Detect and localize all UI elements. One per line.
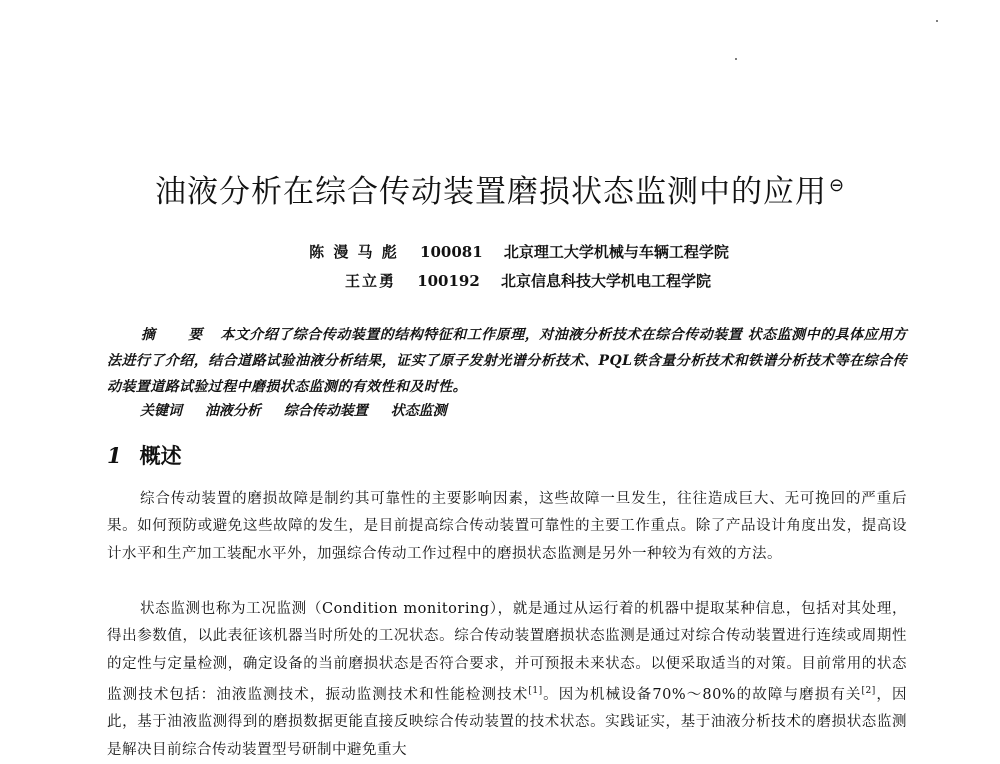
keyword-item: 油液分析 (204, 403, 261, 419)
author-names: 陈 漫 马 彪 (309, 243, 399, 261)
title-text: 油液分析在综合传动装置磨损状态监测中的应用 (154, 174, 827, 210)
body-paragraph-2 (107, 596, 907, 764)
section-title: 概述 (139, 444, 182, 468)
author-zip: 100192 (417, 272, 480, 290)
scan-speck (735, 58, 737, 60)
author-line-2 (0, 267, 1000, 296)
scan-speck (936, 20, 938, 22)
paragraph-text-part: 。因为机械设备70%～80%的故障与磨损有关 (542, 687, 862, 704)
author-names: 王立勇 (344, 272, 396, 290)
abstract-text: 本文介绍了综合传动装置的结构特征和工作原理，对油液分析技术在综合传动装置 状态监测中的具体应用方法进行了介绍，结合道路试验油液分析结果，证实了原子发射光谱分析技术、PQL铁含量分析技术和铁谱分析技术等在综合传动装置道路试验过程中磨损状态监测的有效性和及时性。 (107, 327, 908, 395)
author-affiliation: 北京理工大学机械与车辆工程学院 (503, 243, 729, 261)
abstract (107, 322, 907, 400)
keyword-item: 状态监测 (390, 403, 447, 419)
section-number: 1 (107, 443, 122, 468)
keyword-item: 综合传动装置 (283, 403, 368, 419)
keywords (140, 400, 447, 420)
paper-title (0, 166, 1000, 211)
author-affiliation: 北京信息科技大学机电工程学院 (501, 272, 712, 290)
citation-ref: [2] (861, 686, 876, 697)
paragraph-text (107, 596, 907, 764)
body-paragraph-1 (107, 486, 907, 568)
keywords-label: 关键词 (140, 403, 182, 419)
paragraph-text: 综合传动装置的磨损故障是制约其可靠性的主要影响因素，这些故障一旦发生，往往造成巨大、无可挽回的严重后果。如何预防或避免这些故障的发生，是目前提高综合传动装置可靠性的主要工作重点。除了产品设计角度出发，提高设计水平和生产加工装配水平外，加强综合传动工作过程中的磨损状态监测是另外一种较为有效的方法。 (107, 491, 907, 562)
author-block (0, 238, 1000, 296)
section-heading (107, 440, 182, 470)
paragraph-text-part: ，因此，基于油液监测得到的磨损数据更能直接反映综合传动装置的技术状态。实践证实，基于油液分析技术的磨损状态监测是解决目前综合传动装置型号研制中避免重大 (107, 687, 907, 758)
footnote-mark-icon: ⊖ (828, 174, 846, 196)
citation-ref: [1] (528, 686, 543, 697)
author-line-1 (0, 238, 1000, 267)
author-zip: 100081 (420, 243, 483, 261)
paragraph-text-part: 状态监测也称为工况监测（Condition monitoring），就是通过从运行着的机器中提取某种信息，包括对其处理，得出参数值，以此表征该机器当时所处的工况状态。综合传动装置磨损状态监测是通过对综合传动装置进行连续或周期性的定性与定量检测，确定设备的当前磨损状态是否符合要求，并可预报未来状态。以便采取适当的对策。目前常用的状态监测技术包括：油液监测技术，振动监测技术和性能检测技术 (107, 601, 907, 704)
abstract-label: 摘 要 (141, 327, 217, 343)
